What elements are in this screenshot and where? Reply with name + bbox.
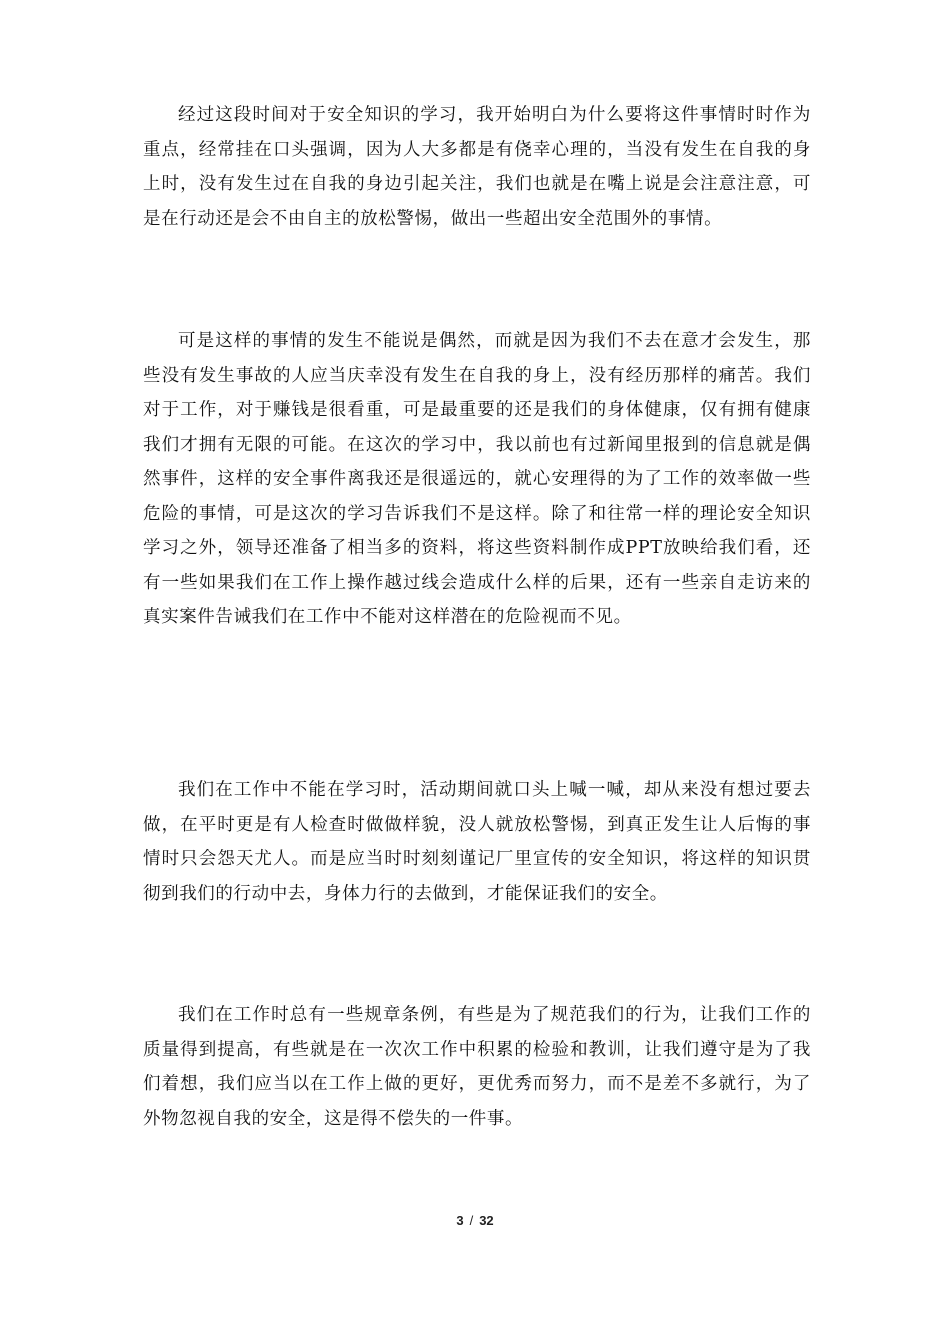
page-number-footer xyxy=(0,1213,950,1228)
page-number-separator: / xyxy=(469,1213,474,1228)
body-paragraph-4: 我们在工作时总有一些规章条例，有些是为了规范我们的行为，让我们工作的质量得到提高，有些就是在一次次工作中积累的检验和教训，让我们遵守是为了我们着想，我们应当以在工作上做的更好，更优秀而努力，而不是差不多就行，为了外物忽视自我的安全，这是得不偿失的一件事。 xyxy=(143,1005,811,1129)
body-paragraph-2: 可是这样的事情的发生不能说是偶然，而就是因为我们不去在意才会发生，那些没有发生事故的人应当庆幸没有发生在自我的身上，没有经历那样的痛苦。我们对于工作，对于赚钱是很看重，可是最重要的还是我们的身体健康，仅有拥有健康我们才拥有无限的可能。在这次的学习中，我以前也有过新闻里报到的信息就是偶然事件，这样的安全事件离我还是很遥远的，就心安理得的为了工作的效率做一些危险的事情，可是这次的学习告诉我们不是这样。除了和往常一样的理论安全知识学习之外，领导还准备了相当多的资料，将这些资料制作成PPT放映给我们看，还有一些如果我们在工作上操作越过线会造成什么样的后果，还有一些亲自走访来的真实案件告诫我们在工作中不能对这样潜在的危险视而不见。 xyxy=(143,331,811,627)
current-page-number: 3 xyxy=(456,1213,464,1228)
body-paragraph-1: 经过这段时间对于安全知识的学习，我开始明白为什么要将这件事情时时作为重点，经常挂在口头强调，因为人大多都是有侥幸心理的，当没有发生在自我的身上时，没有发生过在自我的身边引起关注，我们也就是在嘴上说是会注意注意，可是在行动还是会不由自主的放松警惕，做出一些超出安全范围外的事情。 xyxy=(143,105,811,229)
total-page-count: 32 xyxy=(479,1213,494,1228)
body-paragraph-3: 我们在工作中不能在学习时，活动期间就口头上喊一喊，却从来没有想过要去做，在平时更是有人检查时做做样貌，没人就放松警惕，到真正发生让人后悔的事情时只会怨天尤人。而是应当时时刻刻谨记厂里宣传的安全知识，将这样的知识贯彻到我们的行动中去，身体力行的去做到，才能保证我们的安全。 xyxy=(143,780,811,904)
